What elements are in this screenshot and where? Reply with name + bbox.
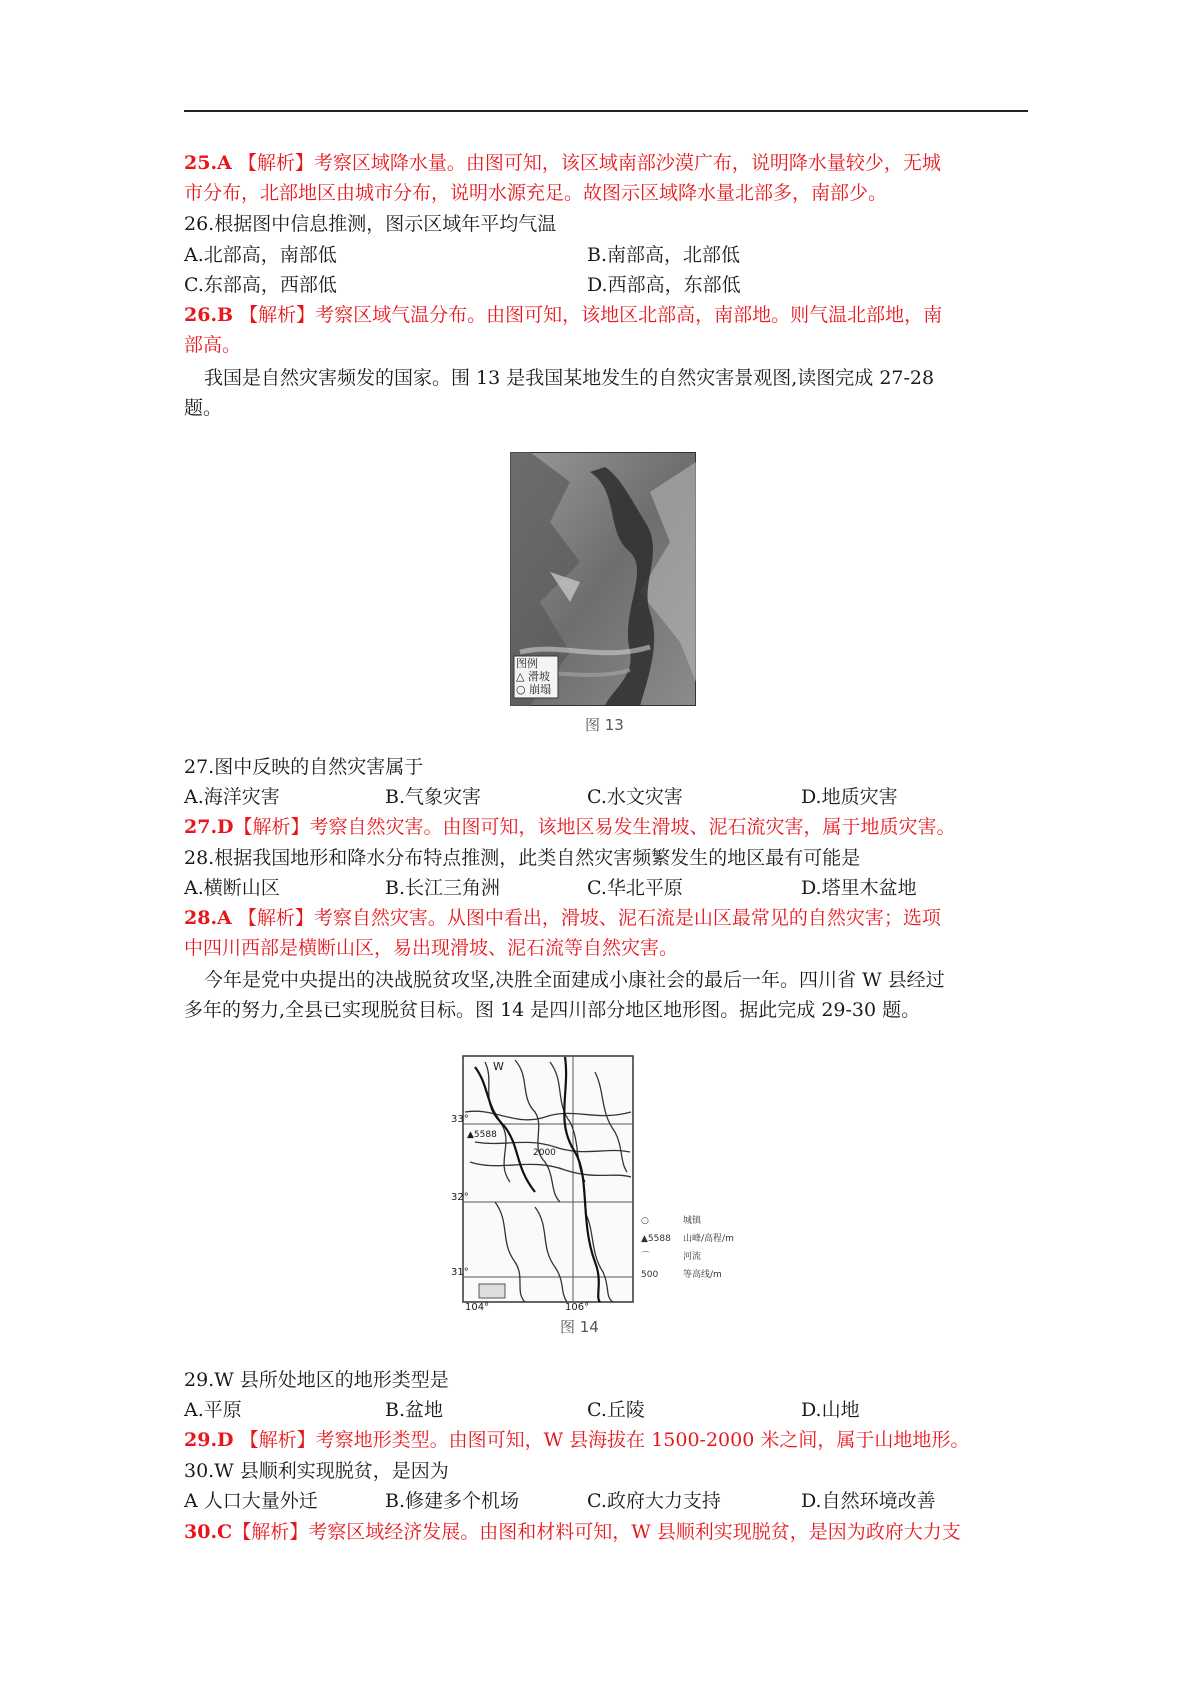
q28-option-c: C.华北平原 <box>587 877 683 899</box>
q30-option-d: D.自然环境改善 <box>801 1490 936 1512</box>
q29-option-c: C.丘陵 <box>587 1399 645 1421</box>
figure-14-county-label: W <box>493 1060 504 1073</box>
figure-14-lat-33: 33° <box>451 1114 469 1125</box>
figure-14-legend <box>641 1212 734 1284</box>
q25-answer-line1: 25.A 【解析】考察区域降水量。由图可知，该区域南部沙漠广布，说明降水量较少，无城 <box>184 152 941 174</box>
q28-answer-line2: 中四川西部是横断山区，易出现滑坡、泥石流等自然灾害。 <box>184 937 679 959</box>
figure-13-legend-collapse: ○ 崩塌 <box>516 683 552 696</box>
figure-13-caption: 图 13 <box>585 716 624 734</box>
q26-option-c: C.东部高，西部低 <box>184 274 337 296</box>
q26-stem: 26.根据图中信息推测，图示区域年平均气温 <box>184 213 557 235</box>
figure-14-legend-town: ○ 城镇 <box>641 1216 702 1226</box>
q29-answer: 29.D 【解析】考察地形类型。由图可知，W 县海拔在 1500-2000 米之间，属于山地地形。 <box>184 1429 970 1451</box>
figure-13-legend-landslide: △ 滑坡 <box>516 670 550 683</box>
q27-option-b: B.气象灾害 <box>385 786 482 808</box>
figure-14-lon-106: 106° <box>565 1302 590 1313</box>
figure-14-legend-peak: ▲5588 山峰/高程/m <box>641 1234 734 1244</box>
q27-stem: 27.图中反映的自然灾害属于 <box>184 756 424 778</box>
figure-14-lat-32: 32° <box>451 1192 469 1203</box>
q28-option-b: B.长江三角洲 <box>385 877 501 899</box>
q27-option-a: A.海洋灾害 <box>184 786 280 808</box>
q27-option-d: D.地质灾害 <box>801 786 898 808</box>
figure-14-legend-contour: 500 等高线/m <box>641 1270 722 1280</box>
intro-29-30-line1: 今年是党中央提出的决战脱贫攻坚,决胜全面建成小康社会的最后一年。四川省 W 县经过 <box>204 969 945 991</box>
q29-option-d: D.山地 <box>801 1399 860 1421</box>
q27-answer: 27.D【解析】考察自然灾害。由图可知，该地区易发生滑坡、泥石流灾害，属于地质灾害。 <box>184 816 956 838</box>
figure-14-contour-label: 2000 <box>533 1148 556 1158</box>
figure-13-legend-title: 图例 <box>516 657 538 670</box>
figure-14-peak-label: ▲5588 <box>467 1130 497 1140</box>
q27-option-c: C.水文灾害 <box>587 786 683 808</box>
figure-13 <box>510 452 696 706</box>
q29-option-a: A.平原 <box>184 1399 242 1421</box>
q30-option-a: A 人口大量外迁 <box>184 1490 318 1512</box>
q28-answer-line1: 28.A 【解析】考察自然灾害。从图中看出，滑坡、泥石流是山区最常见的自然灾害；选项 <box>184 907 941 929</box>
q26-option-b: B.南部高，北部低 <box>587 244 741 266</box>
q26-answer-line2: 部高。 <box>184 334 242 356</box>
header-rule <box>184 110 1028 112</box>
q26-answer-line1: 26.B 【解析】考察区域气温分布。由图可知，该地区北部高，南部地。则气温北部地，南 <box>184 304 943 326</box>
q30-stem: 30.W 县顺利实现脱贫，是因为 <box>184 1460 449 1482</box>
figure-14-lat-31: 31° <box>451 1267 469 1278</box>
figure-14-caption: 图 14 <box>560 1318 599 1336</box>
q25-answer-line2: 市分布，北部地区由城市分布，说明水源充足。故图示区域降水量北部多，南部少。 <box>184 182 888 204</box>
intro-27-28-line2: 题。 <box>184 397 223 419</box>
figure-14-lon-104: 104° <box>465 1302 490 1313</box>
q30-option-c: C.政府大力支持 <box>587 1490 721 1512</box>
q29-option-b: B.盆地 <box>385 1399 444 1421</box>
figure-14 <box>451 1052 755 1322</box>
q30-option-b: B.修建多个机场 <box>385 1490 520 1512</box>
q26-option-a: A.北部高，南部低 <box>184 244 337 266</box>
figure-13-legend <box>516 657 551 696</box>
q26-option-d: D.西部高，东部低 <box>587 274 741 296</box>
q30-answer: 30.C【解析】考察区域经济发展。由图和材料可知，W 县顺利实现脱贫，是因为政府大力支 <box>184 1521 961 1543</box>
intro-29-30-line2: 多年的努力,全县已实现脱贫目标。图 14 是四川部分地区地形图。据此完成 29-30 题。 <box>184 999 921 1021</box>
q28-option-d: D.塔里木盆地 <box>801 877 917 899</box>
q28-option-a: A.横断山区 <box>184 877 280 899</box>
figure-14-legend-river: ⌒ 河流 <box>641 1248 734 1266</box>
q29-stem: 29.W 县所处地区的地形类型是 <box>184 1369 449 1391</box>
river-icon: ⌒ <box>641 1252 651 1262</box>
intro-27-28-line1: 我国是自然灾害频发的国家。围 13 是我国某地发生的自然灾害景观图,读图完成 27-28 <box>204 367 935 389</box>
q28-stem: 28.根据我国地形和降水分布特点推测，此类自然灾害频繁发生的地区最有可能是 <box>184 847 861 869</box>
